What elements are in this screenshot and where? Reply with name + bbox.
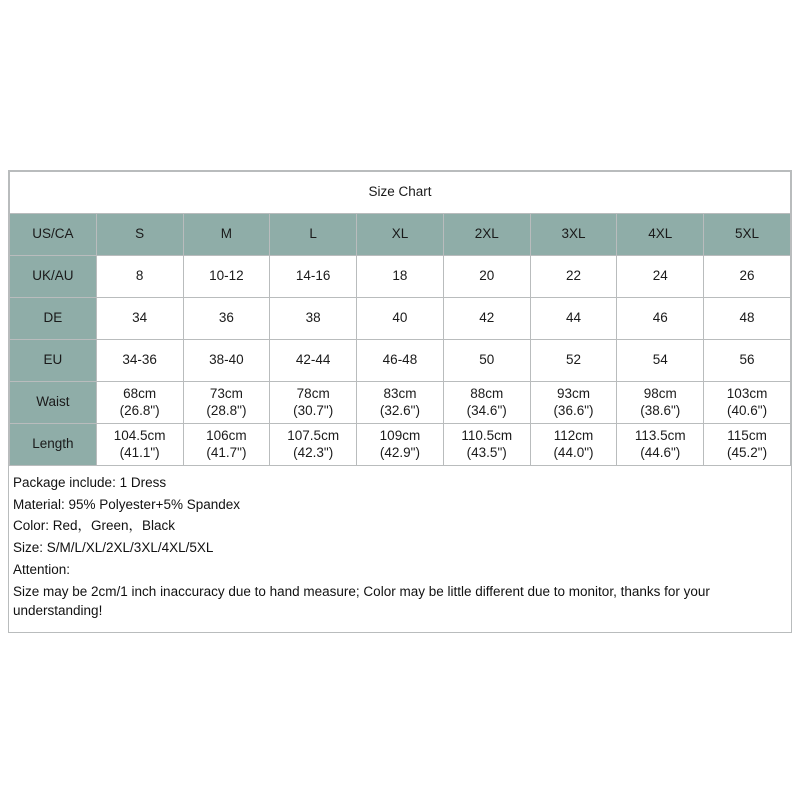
cell-value-inches: (28.8") (206, 402, 247, 418)
cell-value-inches: (43.5") (466, 444, 507, 460)
column-header: 2XL (443, 214, 530, 256)
note-attention-label: Attention: (13, 561, 71, 577)
row-label: Waist (10, 382, 97, 424)
table-cell (704, 382, 791, 424)
table-row (10, 424, 791, 466)
table-cell: 20 (443, 256, 530, 298)
note-package: Package include: 1 Dress (13, 475, 167, 490)
cell-value: 68cm (123, 385, 157, 401)
table-cell (617, 424, 704, 466)
size-chart-table (9, 171, 791, 466)
table-cell: 46 (617, 298, 704, 340)
table-cell (183, 382, 270, 424)
table-cell (704, 424, 791, 466)
note-color: Color: Red，Green，Black (13, 518, 176, 534)
note-attention-text: Size may be 2cm/1 inch inaccuracy due to hand measure; Color may be little different due to monitor, thanks for your understanding! (13, 583, 710, 619)
column-header: L (270, 214, 357, 256)
cell-value: 103cm (726, 385, 768, 401)
table-cell: 36 (183, 298, 270, 340)
table-cell: 14-16 (270, 256, 357, 298)
table-cell (357, 424, 444, 466)
table-cell (357, 382, 444, 424)
table-cell: 22 (530, 256, 617, 298)
column-header: 4XL (617, 214, 704, 256)
cell-value-inches: (32.6") (379, 402, 420, 418)
cell-value-inches: (44.0") (553, 444, 594, 460)
cell-value-inches: (36.6") (553, 402, 594, 418)
product-notes (9, 466, 791, 632)
cell-value: 115cm (727, 427, 767, 443)
cell-value: 113.5cm (634, 427, 686, 443)
row-label: Length (10, 424, 97, 466)
cell-value: 104.5cm (113, 427, 166, 443)
cell-value-inches: (26.8") (119, 402, 160, 418)
cell-value-inches: (42.9") (379, 444, 420, 460)
table-cell: 42 (443, 298, 530, 340)
cell-value-inches: (40.6") (727, 402, 768, 418)
cell-value-inches: (41.7") (206, 444, 247, 460)
cell-value: 88cm (470, 385, 504, 401)
table-cell: 26 (704, 256, 791, 298)
column-header: S (96, 214, 183, 256)
table-cell (443, 382, 530, 424)
column-header: M (183, 214, 270, 256)
cell-value: 73cm (209, 385, 243, 401)
cell-value: 109cm (379, 427, 421, 443)
table-cell: 40 (357, 298, 444, 340)
table-cell: 56 (704, 340, 791, 382)
table-cell: 24 (617, 256, 704, 298)
cell-value-inches: (45.2") (727, 444, 768, 460)
table-cell: 48 (704, 298, 791, 340)
table-title-row (10, 172, 791, 214)
cell-value-inches: (44.6") (640, 444, 681, 460)
table-cell (530, 382, 617, 424)
size-chart-container (8, 170, 792, 633)
cell-value: 98cm (643, 385, 677, 401)
note-material: Material: 95% Polyester+5% Spandex (13, 496, 241, 512)
table-cell (96, 382, 183, 424)
table-cell (183, 424, 270, 466)
cell-value-inches: (38.6") (640, 402, 681, 418)
size-chart-title: Size Chart (10, 172, 791, 214)
table-cell: 54 (617, 340, 704, 382)
cell-value: 93cm (556, 385, 590, 401)
table-cell: 50 (443, 340, 530, 382)
row-label: EU (10, 340, 97, 382)
column-header: 5XL (704, 214, 791, 256)
cell-value: 83cm (383, 385, 417, 401)
cell-value: 107.5cm (287, 427, 340, 443)
table-cell (270, 424, 357, 466)
cell-value: 110.5cm (461, 427, 513, 443)
column-header: 3XL (530, 214, 617, 256)
table-cell: 34-36 (96, 340, 183, 382)
cell-value-inches: (41.1") (119, 444, 160, 460)
table-cell: 44 (530, 298, 617, 340)
table-cell: 10-12 (183, 256, 270, 298)
cell-value: 112cm (553, 427, 594, 443)
column-header: US/CA (10, 214, 97, 256)
note-size: Size: S/M/L/XL/2XL/3XL/4XL/5XL (13, 540, 214, 556)
row-label: UK/AU (10, 256, 97, 298)
table-cell: 18 (357, 256, 444, 298)
table-cell (530, 424, 617, 466)
table-cell: 46-48 (357, 340, 444, 382)
table-cell: 52 (530, 340, 617, 382)
row-label: DE (10, 298, 97, 340)
table-row (10, 382, 791, 424)
cell-value-inches: (42.3") (293, 444, 334, 460)
table-cell: 34 (96, 298, 183, 340)
table-header-row (10, 214, 791, 256)
table-cell (96, 424, 183, 466)
cell-value-inches: (30.7") (293, 402, 334, 418)
cell-value: 106cm (206, 427, 247, 443)
table-row (10, 256, 791, 298)
table-row (10, 298, 791, 340)
column-header: XL (357, 214, 444, 256)
cell-value: 78cm (296, 385, 330, 401)
table-cell: 38 (270, 298, 357, 340)
table-cell: 42-44 (270, 340, 357, 382)
cell-value-inches: (34.6") (466, 402, 507, 418)
table-cell (617, 382, 704, 424)
table-cell: 38-40 (183, 340, 270, 382)
table-cell (270, 382, 357, 424)
table-cell: 8 (96, 256, 183, 298)
table-cell (443, 424, 530, 466)
table-row (10, 340, 791, 382)
